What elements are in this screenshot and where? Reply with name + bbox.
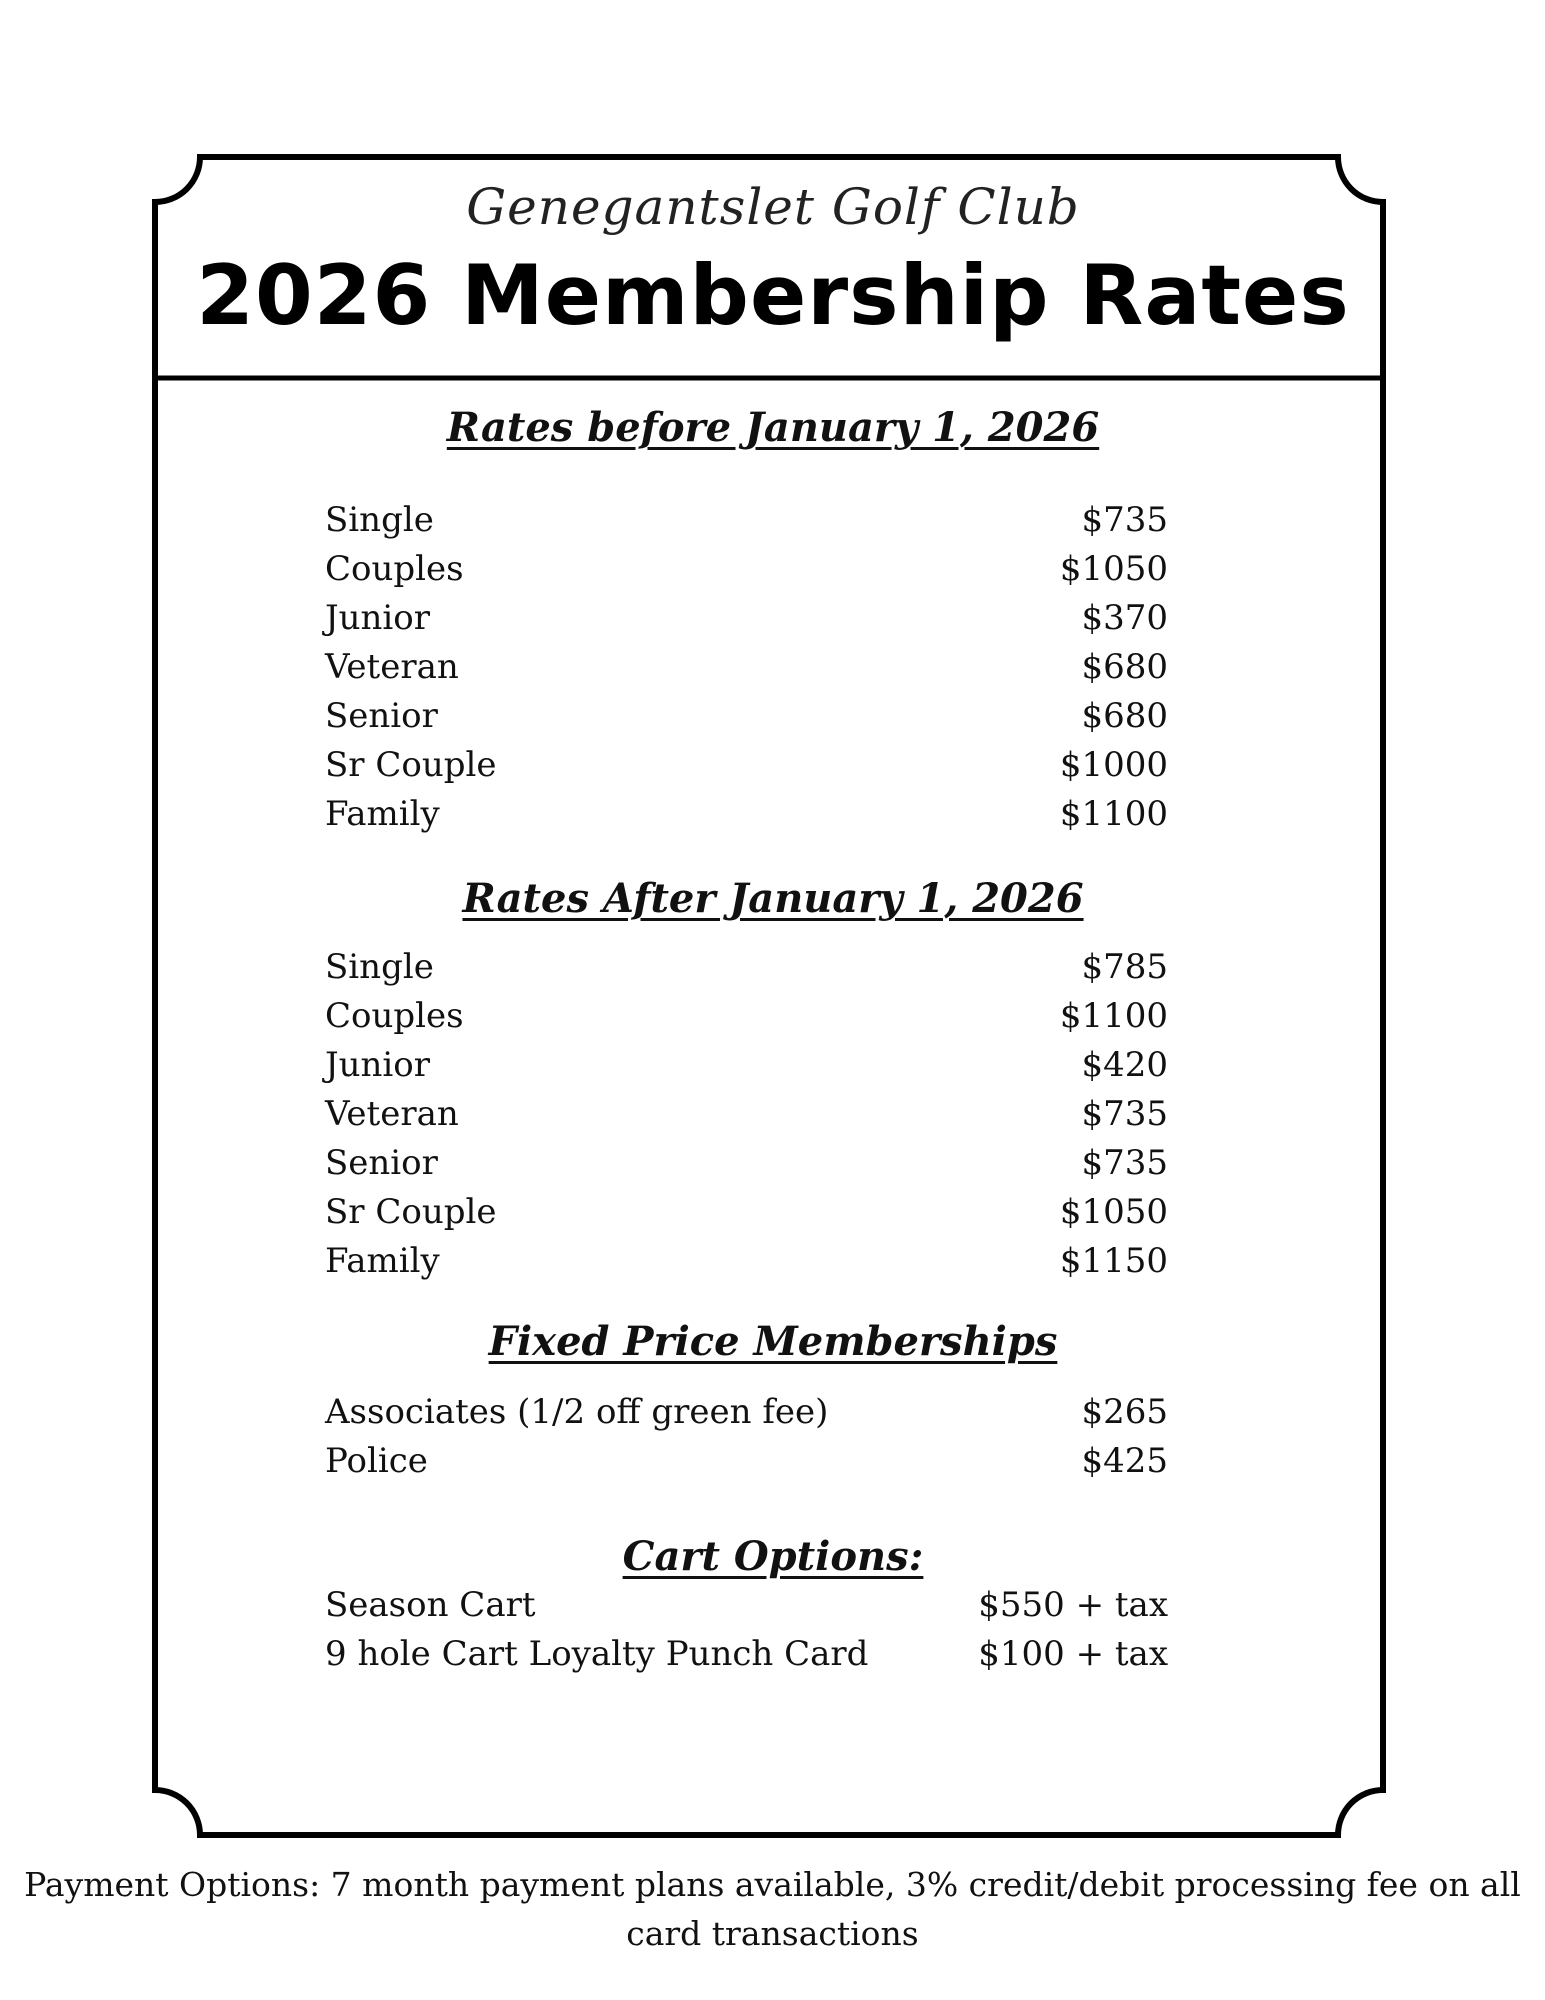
rate-price: $1050 (1059, 1192, 1168, 1232)
rate-price: $1050 (1059, 549, 1168, 589)
rate-label: 9 hole Cart Loyalty Punch Card (325, 1634, 869, 1674)
rate-label: Couples (325, 549, 464, 589)
rate-price: $1100 (1059, 794, 1168, 834)
rate-label: Associates (1/2 off green fee) (325, 1392, 829, 1432)
list-item (325, 545, 1168, 594)
rates-after-list (325, 943, 1168, 1286)
section-title-fixed: Fixed Price Memberships (488, 1318, 1058, 1365)
section-title-before: Rates before January 1, 2026 (446, 404, 1100, 451)
rate-label: Junior (325, 598, 431, 638)
rate-price: $1000 (1059, 745, 1168, 785)
club-name: Genegantslet Golf Club (466, 178, 1080, 236)
rate-label: Season Cart (325, 1585, 536, 1625)
list-item (325, 496, 1168, 545)
rate-label: Police (325, 1441, 428, 1481)
list-item (325, 1090, 1168, 1139)
rate-label: Family (325, 1241, 440, 1281)
section-title-after: Rates After January 1, 2026 (462, 875, 1084, 922)
list-item (325, 1388, 1168, 1437)
list-item (325, 692, 1168, 741)
rate-price: $370 (1081, 598, 1168, 638)
rate-price: $1100 (1059, 996, 1168, 1036)
rate-price: $100 + tax (978, 1634, 1168, 1674)
rate-label: Sr Couple (325, 745, 497, 785)
list-item (325, 1041, 1168, 1090)
list-item (325, 643, 1168, 692)
section-title-cart: Cart Options: (622, 1533, 924, 1580)
rate-price: $735 (1081, 1094, 1168, 1134)
rate-label: Family (325, 794, 440, 834)
rate-label: Senior (325, 1143, 438, 1183)
list-item (325, 1581, 1168, 1630)
cart-options-list (325, 1581, 1168, 1679)
list-item (325, 1437, 1168, 1486)
rate-price: $680 (1081, 647, 1168, 687)
list-item (325, 1139, 1168, 1188)
rate-price: $680 (1081, 696, 1168, 736)
fixed-price-list (325, 1388, 1168, 1486)
rate-price: $1150 (1059, 1241, 1168, 1281)
list-item (325, 1188, 1168, 1237)
rate-price: $265 (1081, 1392, 1168, 1432)
payment-options-line-1: Payment Options: 7 month payment plans available, 3% credit/debit processing fee on all (24, 1865, 1521, 1904)
rate-label: Single (325, 500, 434, 540)
rate-price: $785 (1081, 947, 1168, 987)
page-title: 2026 Membership Rates (196, 247, 1350, 344)
list-item (325, 741, 1168, 790)
rate-label: Sr Couple (325, 1192, 497, 1232)
list-item (325, 1237, 1168, 1286)
rate-price: $425 (1081, 1441, 1168, 1481)
payment-options-line-2: card transactions (626, 1914, 919, 1953)
list-item (325, 1630, 1168, 1679)
rate-label: Single (325, 947, 434, 987)
rates-before-list (325, 496, 1168, 839)
list-item (325, 943, 1168, 992)
rate-label: Junior (325, 1045, 431, 1085)
rate-price: $735 (1081, 500, 1168, 540)
rate-label: Veteran (325, 1094, 459, 1134)
rate-label: Couples (325, 996, 464, 1036)
rate-price: $420 (1081, 1045, 1168, 1085)
rate-price: $735 (1081, 1143, 1168, 1183)
rate-price: $550 + tax (978, 1585, 1168, 1625)
rate-label: Veteran (325, 647, 459, 687)
list-item (325, 992, 1168, 1041)
list-item (325, 594, 1168, 643)
rate-label: Senior (325, 696, 438, 736)
payment-options-note (0, 1860, 1545, 1958)
list-item (325, 790, 1168, 839)
